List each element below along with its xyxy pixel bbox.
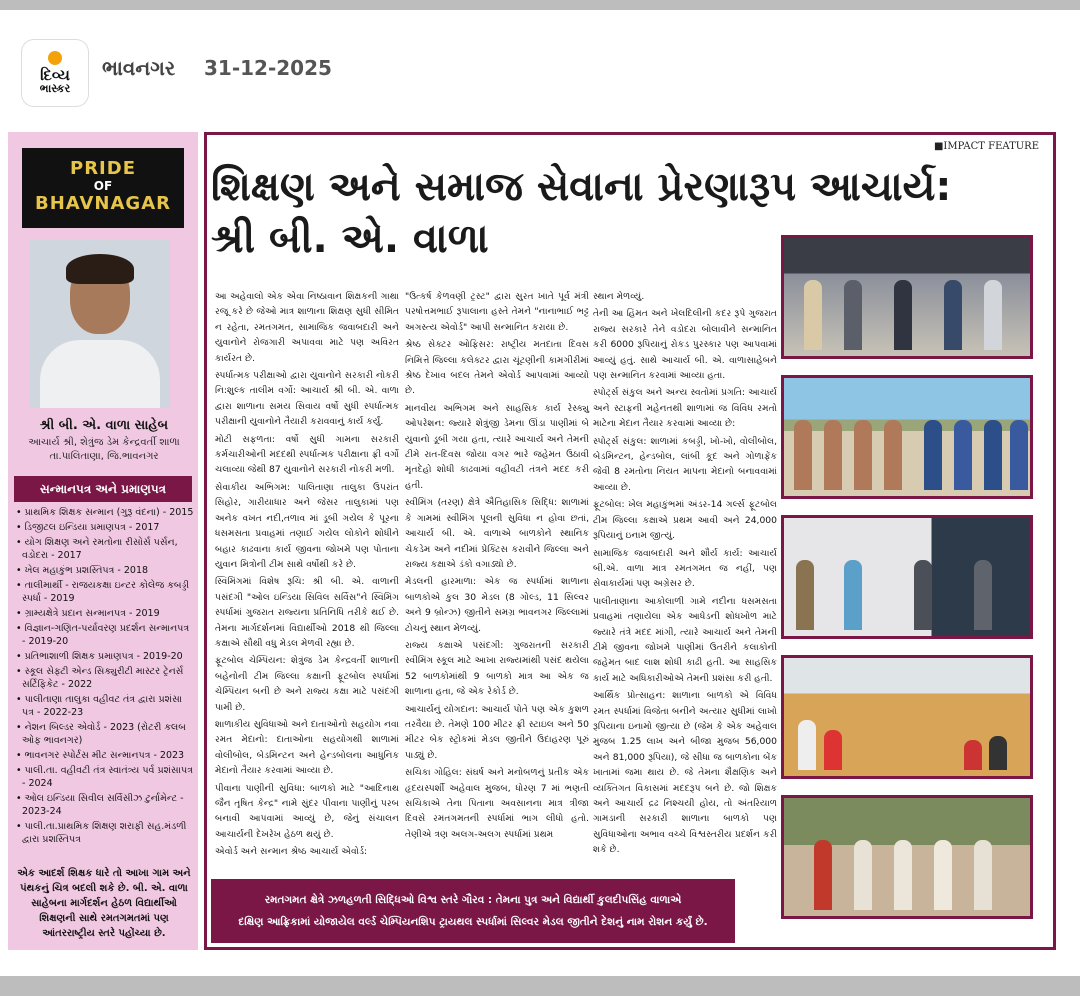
person-figure <box>989 736 1007 770</box>
list-item: • ગ્રામ્યક્ષેત્રે પ્રદાન સન્માનપત્ર - 2019 <box>16 608 160 619</box>
bottom-bar <box>0 976 1080 996</box>
person-figure <box>984 420 1002 490</box>
portrait-hair <box>66 254 134 284</box>
person-figure <box>824 730 842 770</box>
article-column-2 <box>405 289 589 844</box>
list-item: • ડિજીટલ ઇન્ડિયા પ્રમાણપત્ર - 2017 <box>16 522 160 533</box>
person-figure <box>844 560 862 630</box>
paragraph: શાળાકીય સુવિધાઓ અને દાતાઓનો સહયોગ નવા રમત મેદાનો: દાતાઓના સહયોગથી શાળામાં વોલીબોલ, બેડમિન્ટન અને હેન્ડબોલના આધુનિક મેદાનો તૈયાર કરવામાં આવ્યા છે. <box>215 718 399 777</box>
headline-line1: શિક્ષણ અને સમાજ સેવાના પ્રેરણારૂપ આચાર્ય: <box>211 164 952 210</box>
header <box>0 10 1080 120</box>
paragraph: સામાજિક જવાબદારી અને શૌર્ય કાર્ય: આચાર્ય બી.એ. વાળા માત્ર રમતગમત જ નહીં, પણ સેવાકાર્યમાં પણ અગ્રેસર છે. <box>593 547 777 590</box>
person-figure <box>854 420 872 490</box>
list-item: • યોગ શિક્ષણ અને રમતોના રીસોર્સ પર્સન, વડોદરા - 2017 <box>16 537 178 561</box>
list-item: • પાલીતાણા તાલુકા વહીવટ તંત્ર દ્વારા પ્રશંસા પત્ર - 2022-23 <box>16 694 182 718</box>
paragraph: સેવાકીય અભિગમ: પાલિતાણા તાલુકા ઉપરાંત સિહોર, ગારીયાધાર અને જેસર તાલુકામાં પણ અનેક વખત નદી,તળાવ માં ડૂબી ગયેલ કે પૂરના ધસમસતા પ્રવાહમાં તણાઈ ગયેલ લોકોને શોધીને બહાર કાઢવાના કાર્ય જીવના જોખમે પણ પોતાના યુવાન મિત્રોની ટીમ સાથે વર્ષોથી કરે છે. <box>215 481 399 570</box>
sports-ground-photo <box>781 655 1033 779</box>
person-figure <box>814 840 832 910</box>
paragraph: આચાર્યનું યોગદાન: આચાર્ય પોતે પણ એક કુશળ તરવૈયા છે. તેમણે 100 મીટર ફ્રી સ્ટાઇલ અને 50 મીટર બેક સ્ટ્રોકમાં મેડલ જીતીને ઉદાહરણ પૂરું પાડ્યું છે. <box>405 703 589 761</box>
list-item: • વિજ્ઞાન-ગણિત-પર્યાવરણ પ્રદર્શન સન્માનપત્ર - 2019-20 <box>16 623 190 647</box>
felicitation-photo <box>781 515 1033 639</box>
paragraph: ફૂટબોલ: ખેલ મહાકુંભમાં અંડર-14 ગર્લ્સ ફૂટબોલ ટીમ જિલ્લા કક્ષાએ પ્રથમ આવી અને 24,000 રૂપિયાનું ઇનામ જીત્યું. <box>593 499 777 542</box>
list-item: • પ્રતિભાશાળી શિક્ષક પ્રમાણપત્ર - 2019-20 <box>16 651 183 662</box>
person-figure <box>804 280 822 350</box>
headline-line2: શ્રી બી. એ. વાળા <box>211 216 489 262</box>
article-column-1 <box>215 289 399 862</box>
paragraph: મોટી સફળતા: વર્ષો સુધી ગામના સરકારી કર્મચારીઓની મદદથી સ્પર્ધાત્મક પરીક્ષાના ફ્રી વર્ગો ચલાવ્યા જેથી 87 યુવાનોને સરકારી નોકરી મળી. <box>215 433 399 476</box>
paragraph: ફૂટબોલ ચેમ્પિયન: શેત્રુંજ ડેમ કેન્દ્રવર્તી શાળાની બહેનોની ટીમ જિલ્લા કક્ષાની ફૂટબોલ સ્પર્ધામાં ચેમ્પિયન બની છે અને રાજ્ય કક્ષા માટે પસંદગી પામી છે. <box>215 655 399 713</box>
person-figure <box>914 560 932 630</box>
photo-column <box>781 235 1037 935</box>
list-item: • પ્રાથમિક શિક્ષક સન્માન (ગુરૂ વંદના) - 2015 <box>16 507 194 518</box>
paragraph: માનવીય અભિગમ અને સાહસિક કાર્ય રેસ્ક્યુ ઓપરેશન: જ્યારે શેત્રુંજી ડેમના ઊંડા પાણીમાં બે યુવાનો ડૂબી ગયા હતા, ત્યારે આચાર્ય અને તેમની ટીમે રાત-દિવસ જોયા વગર ભારે જહેમત ઉઠાવી મૃતદેહો શોધી કાઢવામાં વહીવટી તંત્રને મદદ કરી હતી. <box>405 402 589 491</box>
paragraph: સ્પોર્ટ્સ સંકુલ અને અન્ય સ્વતોમાં પ્રગતિ: આચાર્ય અને સ્ટાફની મહેનતથી શાળામાં જ વિવિધ રમતો માટેના મેદાન તૈયાર કરવામાં આવ્યા છે: <box>593 387 777 430</box>
community-event-photo <box>781 795 1033 919</box>
of-text: OF <box>93 179 113 193</box>
article-column-3 <box>593 289 777 860</box>
person-figure <box>894 280 912 350</box>
person-figure <box>964 740 982 770</box>
person-name: શ્રી બી. એ. વાળા સાહેબ <box>39 418 169 433</box>
person-figure <box>924 420 942 490</box>
list-item: • તાલીમાર્થી - રાજયકક્ષા ઇન્ટર કોલેજ કબડ્ડી સ્પર્ધા - 2019 <box>16 580 190 604</box>
pride-of-bhavnagar-badge <box>22 148 184 228</box>
sidebar-footer: એક આદર્શ શિક્ષક ધારે તો આખા ગામ અને પંથકનું ચિત્ર બદલી શકે છે. બી. એ. વાળા સાહેબના માર્ગદર્શન હેઠળ વિદ્યાર્થીઓ શિક્ષણની સાથે રમતગમતમાં પણ આંતરરાષ્ટ્રીય સ્તરે પહોંચ્યા છે. <box>17 868 191 939</box>
list-item: • ખેલ મહાકુંભ પ્રશસ્તિપત્ર - 2018 <box>16 565 149 576</box>
edition-date: 31-12-2025 <box>204 56 332 80</box>
person-figure <box>1010 420 1028 490</box>
paragraph: સ્વીમિંગ (તરણ) ક્ષેત્રે ઐતિહાસિક સિદ્ધિ: શાળામાં કે ગામમાં સ્વીમિંગ પૂલની સુવિધા ન હોવા છતાં, આચાર્ય બી. એ. વાળાએ બાળકોને સ્થાનિક ચેકડેમ અને નદીમાં પ્રેક્ટિસ કરાવીને જિલ્લા અને રાજ્ય કક્ષાએ ડંકો વગાડ્યો છે. <box>405 497 589 570</box>
bhavnagar-text: BHAVNAGAR <box>35 193 171 214</box>
paragraph: તેની આ હિંમત અને ખેલદિલીની કદર રૂપે ગુજરાત રાજ્ય સરકારે તેને વડોદરા બોલાવીને સન્માનિત કરી 6000 રૂપિયાનું રોકડ પુરસ્કાર પણ આપવામાં આવ્યું હતું. સાથે આચાર્ય બી. એ. વાળાસાહેબને પણ સન્માનિત કરવામાં આવ્યા હતા. <box>593 308 777 382</box>
person-figure <box>984 280 1002 350</box>
list-item: • ઓલ ઇન્ડિયા સિવીલ સર્વિસીઝ ટુર્નામેન્ટ - 2023-24 <box>16 793 184 817</box>
portrait-photo <box>30 240 170 408</box>
logo-line2: ભાસ્કર <box>39 82 71 95</box>
pride-text: PRIDE <box>70 158 136 179</box>
certificates-list <box>16 506 194 848</box>
swimming-team-photo <box>781 375 1033 499</box>
person-figure <box>794 420 812 490</box>
top-bar <box>0 0 1080 10</box>
divya-bhaskar-logo[interactable] <box>22 40 88 106</box>
article-box <box>204 132 1056 950</box>
person-figure <box>954 420 972 490</box>
person-figure <box>894 840 912 910</box>
person-figure <box>796 560 814 630</box>
person-figure <box>974 840 992 910</box>
person-figure <box>934 840 952 910</box>
list-item: • સ્કૂલ સેફ્ટી એન્ડ સિક્યુરીટી માસ્ટર ટ્રેનર્સ સર્ટિફિકેટ - 2022 <box>16 666 184 690</box>
portrait-body <box>40 340 160 408</box>
list-item: • પાલી.તા. વહીવટી તંત્ર સ્વાતંત્ર્ય પર્વ પ્રશંસાપત્ર - 2024 <box>16 765 193 789</box>
list-item: • પાલી.તા.પ્રાથમિક શિક્ષણ શરાફી સહ.મંડળી દ્વારા પ્રશસ્તિપત્ર <box>16 821 187 845</box>
person-figure <box>944 280 962 350</box>
banner-line1: રમતગમત ક્ષેત્રે ઝળહળતી સિદ્ધિઓ વિશ્વ સ્તરે ગૌરવ : તેમના પુત્ર અને વિદ્યાર્થી કુલદીપસિંહ વાળાએ <box>264 894 682 906</box>
paragraph: રાજ્ય કક્ષાએ પસંદગી: ગુજરાતની સરકારી સ્વીમિંગ સ્કૂલ માટે આખા રાજ્યમાંથી પસંદ થયેલા 52 બાળકોમાંથી 9 બાળકો માત્ર આ એક જ શાળાના હતા, જે એક રેકોર્ડ છે. <box>405 639 589 698</box>
paragraph: સ્પર્ધાત્મક પરીક્ષાઓ દ્વારા યુવાનોને સરકારી નોકરી નિ:શુલ્ક તાલીમ વર્ગો: આચાર્ય શ્રી બી. એ. વાળા દ્વારા શાળાના સમય સિવાય વર્ષો સુધી સ્પર્ધાત્મક પરીક્ષાની યુવાનોને તૈયારી કરાવવાનું કાર્ય કર્યું. <box>215 370 399 428</box>
person-figure <box>798 720 816 770</box>
paragraph: શ્રેષ્ઠ સેક્ટર ઓફિસર: રાષ્ટ્રીય મતદાતા દિવસ નિમિત્તે જિલ્લા કલેક્ટર દ્વારા ચૂંટણીની કામગીરીમાં શ્રેષ્ઠ દેખાવ બદલ તેમને એવોર્ડ આપવામાં આવ્યો છે. <box>405 339 589 397</box>
achievement-banner <box>211 879 735 943</box>
person-title: આચાર્ય શ્રી, શેત્રુંજ ડેમ કેન્દ્રવર્તી શાળા તા.પાલિતાણા, જિ.ભાવનગર <box>28 437 180 462</box>
paragraph: પીવાના પાણીની સુવિધા: બાળકો માટે "આદિનાથ જૈન તૃષિત કેન્દ્ર" નામે સુંદર પીવાના પાણીનું પરબ બનાવી આપવામાં આવ્યું છે, જેનું સંચાલન આચાર્યની દેખરેખ હેઠળ થયું છે. <box>215 782 399 840</box>
certificates-heading: સન્માનપત્ર અને પ્રમાણપત્ર <box>14 476 192 502</box>
award-ceremony-photo <box>781 235 1033 359</box>
sun-icon <box>48 51 62 65</box>
person-figure <box>974 560 992 630</box>
paragraph: એવોર્ડ અને સન્માન શ્રેષ્ઠ આચાર્ય એવોર્ડ: <box>215 846 368 858</box>
paragraph: મેડલની હારમાળા: એક જ સ્પર્ધામાં શાળાના બાળકોએ કુલ 30 મેડલ (8 ગોલ્ડ, 11 સિલ્વર અને 9 બ્રોન્ઝ) જીતીને સમગ્ર ભાવનગર જિલ્લામાં ટોચનું સ્થાન મેળવ્યું. <box>405 576 589 634</box>
list-item: • ભાવનગર સ્પોર્ટસ મીટ સન્માનપત્ર - 2023 <box>16 750 185 761</box>
paragraph: પાલીતાણાના આકોલાળી ગામે નદીના ધસમસતા પ્રવાહમાં તણાયેલા એક આધેડની શોધખોળ માટે જ્યારે તંત્રે મદદ માંગી, ત્યારે આચાર્ય અને તેમની ટીમે જીવના જોખમે પાણીમાં ઉતરીને કલાકોની જહેમત બાદ લાશ શોધી કાઢી હતી. આ સાહસિક કાર્ય માટે અધિકારીઓએ તેમની પ્રશંસા કરી હતી. <box>593 595 777 684</box>
paragraph: આ અહેવાલો એક એવા નિષ્ઠાવાન શિક્ષકની ગાથા રજૂ કરે છે જેઓ માત્ર શાળાના શિક્ષણ સુધી સીમિત ન રહેતા, રમતગમત, સામાજિક જવાબદારી અને યુવાનોને રોજગારી અપાવવા માટે પણ અવિરત કાર્યરત છે. <box>215 291 399 364</box>
paragraph: સચિકા ગોહિલ: સંઘર્ષ અને મનોબળનું પ્રતીક એક હૃદયસ્પર્શી અહેવાલ મુજબ, ધોરણ 7 માં ભણતી સચિકાએ તેના પિતાના અવસાનના માત્ર ત્રીજા દિવસે રમતગમતની સ્પર્ધામાં ભાગ લીધો હતો. તેણીએ ત્રણ અલગ-અલગ સ્પર્ધામાં પ્રથમ <box>405 767 589 840</box>
impact-feature-label: ■IMPACT FEATURE <box>933 141 1039 152</box>
paragraph: સ્થાન મેળવ્યું. <box>593 291 645 302</box>
edition-city: ભાવનગર <box>102 56 176 80</box>
list-item: • નેશન બિલ્ડર એવોર્ડ - 2023 (રોટરી કલબ ઓફ ભાવનગર) <box>16 722 186 746</box>
sidebar <box>8 132 198 950</box>
person-figure <box>844 280 862 350</box>
person-figure <box>884 420 902 490</box>
person-figure <box>854 840 872 910</box>
person-figure <box>824 420 842 490</box>
paragraph: આર્થિક પ્રોત્સાહન: શાળાના બાળકો એ વિવિધ રમત સ્પર્ધામાં વિજેતા બનીને અત્યાર સુધીમાં લાખો રૂપિયાના ઇનામો જીત્યા છે (જેમ કે એક અહેવાલ મુજબ 1.25 લાખ અને બીજા મુજબ 56,000 અને 81,000 રૂપિયા), જે સીધા જ બાળકોના બેંક ખાતામાં જમા થાય છે. જે તેમના શૈક્ષણિક અને વ્યક્તિગત વિકાસમાં મદદરૂપ બને છે. જો શિક્ષક અને આચાર્ય દ્રઢ નિશ્ચયી હોય, તો અંતરિયાળ ગામડાની સરકારી શાળાના બાળકો પણ સુવિધાઓના અભાવ વચ્ચે વિશ્વસ્તરીય પ્રદર્શન કરી શકે છે. <box>593 690 777 856</box>
paragraph: સ્વિમિંગમાં વિશેષ રૂચિ: શ્રી બી. એ. વાળાની પસંદગી "ઓલ ઇન્ડિયા સિવિલ સર્વિસ"ને સ્વિમિંગ સ્પર્ધામાં ગુજરાત રાજ્યના પ્રતિનિધિ તરીકે થઈ છે. તેમના માર્ગદર્શનમાં વિદ્યાર્થીઓ 2018 થી જિલ્લા કક્ષાએ સૌથી વધુ મેડલ મેળવી રહ્યા છે. <box>215 576 399 649</box>
paragraph: સ્પોર્ટ્સ સંકુલ: શાળામાં કબડ્ડી, ખો-ખો, વોલીબોલ, બેડમિન્ટન, હેન્ડબોલ, લાંબી કૂદ અને ગોળાફેંક જેવી 8 રમતોના નિયત માપના મેદાનો બનાવવામાં આવ્યા છે. <box>593 435 777 493</box>
newspaper-page <box>4 124 1076 956</box>
paragraph: "ઉત્કર્ષ કેળવણી ટ્રસ્ટ" દ્વારા સુરત ખાતે પૂર્વ મંત્રી પરષોત્તમભાઈ રૂપાલાના હસ્તે તેમને "નાનાભાઈ ભટ્ટ અગસ્ત્ય એવોર્ડ" આપી સન્માનિત કરાયા છે. <box>405 291 589 333</box>
logo-line1: દિવ્ય <box>40 66 70 84</box>
banner-line2: દક્ષિણ આફ્રિકામાં યોજાયેલ વર્લ્ડ ચેમ્પિયનશિપ ટ્રાયથલ સ્પર્ધામાં સિલ્વર મેડલ જીતીને દેશનું નામ રોશન કર્યું છે. <box>238 916 708 928</box>
